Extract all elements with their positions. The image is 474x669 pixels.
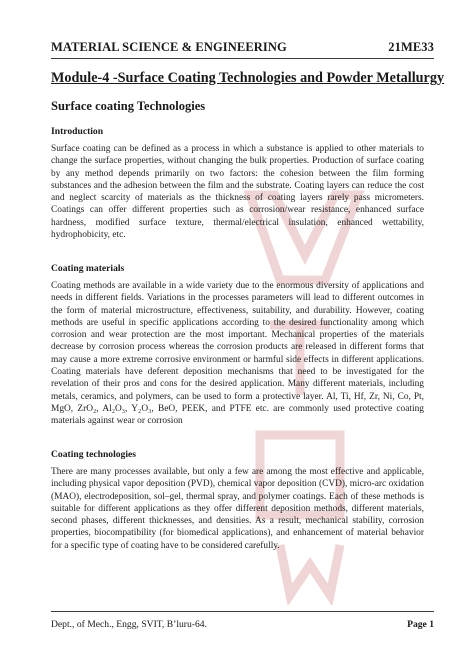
page-header [51,40,434,58]
module-title: Module-4 -Surface Coating Technologies and Powder Metallurgy [51,70,445,86]
introduction-heading: Introduction [51,126,104,137]
section-title: Surface coating Technologies [51,99,206,113]
coating-materials-heading: Coating materials [51,263,125,274]
header-divider [51,58,434,59]
introduction-paragraph: Surface coating can be defined as a process in which a substance is applied to other materials to change the surface properties, without changing the bulk properties. Production of surface coating by any method depends primarily on two factors: the cohesion between the film forming substances and the adhesion between the film and the substrate. Coating layers can reduce the cost and neglect scarcity of materials as the thickness of coating layers rarely pass micrometers. Coatings can offer different properties such as corrosion/wear resistance, enhanced surface hardness, modified surface texture, thermal/electrical insulation, enhanced wettability, hydrophobicity, etc. [51,144,424,241]
coating-technologies-heading: Coating technologies [51,449,137,460]
footer-page-number: Page 1 [407,619,434,630]
header-course-title: MATERIAL SCIENCE & ENGINEERING [51,40,287,54]
header-course-code: 21ME33 [388,40,434,54]
footer-department: Dept., of Mech., Engg, SVIT, B’luru-64. [51,619,207,630]
coating-materials-paragraph: Coating methods are available in a wide variety due to the enormous diversity of applications and needs in different fields. Variations in the processes parameters will lead to different outcomes in the form of material microstructure, effectiveness, suitability, and durability. However, coating methods are useful in specific applications according to the desired functionality among which corrosion and wear protection are the most important. Mechanical properties of the materials decrease by corrosion process whereas the corrosion products are released in different forms that may cause a more extreme corrosive environment or harmful side effects in different applications. Coating materials have deferent deposition mechanisms that need to be investigated for the revelation of their pros and cons for the desired application. Many different materials, including metals, ceramics, and polymers, can be used to form a protective layer. Al, Ti, Hf, Zr, Ni, Co, Pt, MgO, ZrO₂, Al₂O₃, Y₂O₃, BeO, PEEK, and PTFE etc. are commonly used protective coating materials against wear or corrosion [51,281,424,427]
watermark-letter [280,545,340,595]
coating-technologies-paragraph: There are many processes available, but only a few are among the most effective and applicable, including physical vapor deposition (PVD), chemical vapor deposition (CVD), micro-arc oxidation (MAO), electrodeposition, sol–gel, thermal spray, and polymer coatings. Each of these methods is suitable for different applications as they offer different deposition methods, different materials, second phases, different thicknesses, and densities. As a result, mechanical stability, corrosion properties, biocompatibility (for biomedical applications), and enhancement of material behavior for a specific type of coating have to be considered carefully. [51,467,424,551]
footer-divider [51,611,434,612]
